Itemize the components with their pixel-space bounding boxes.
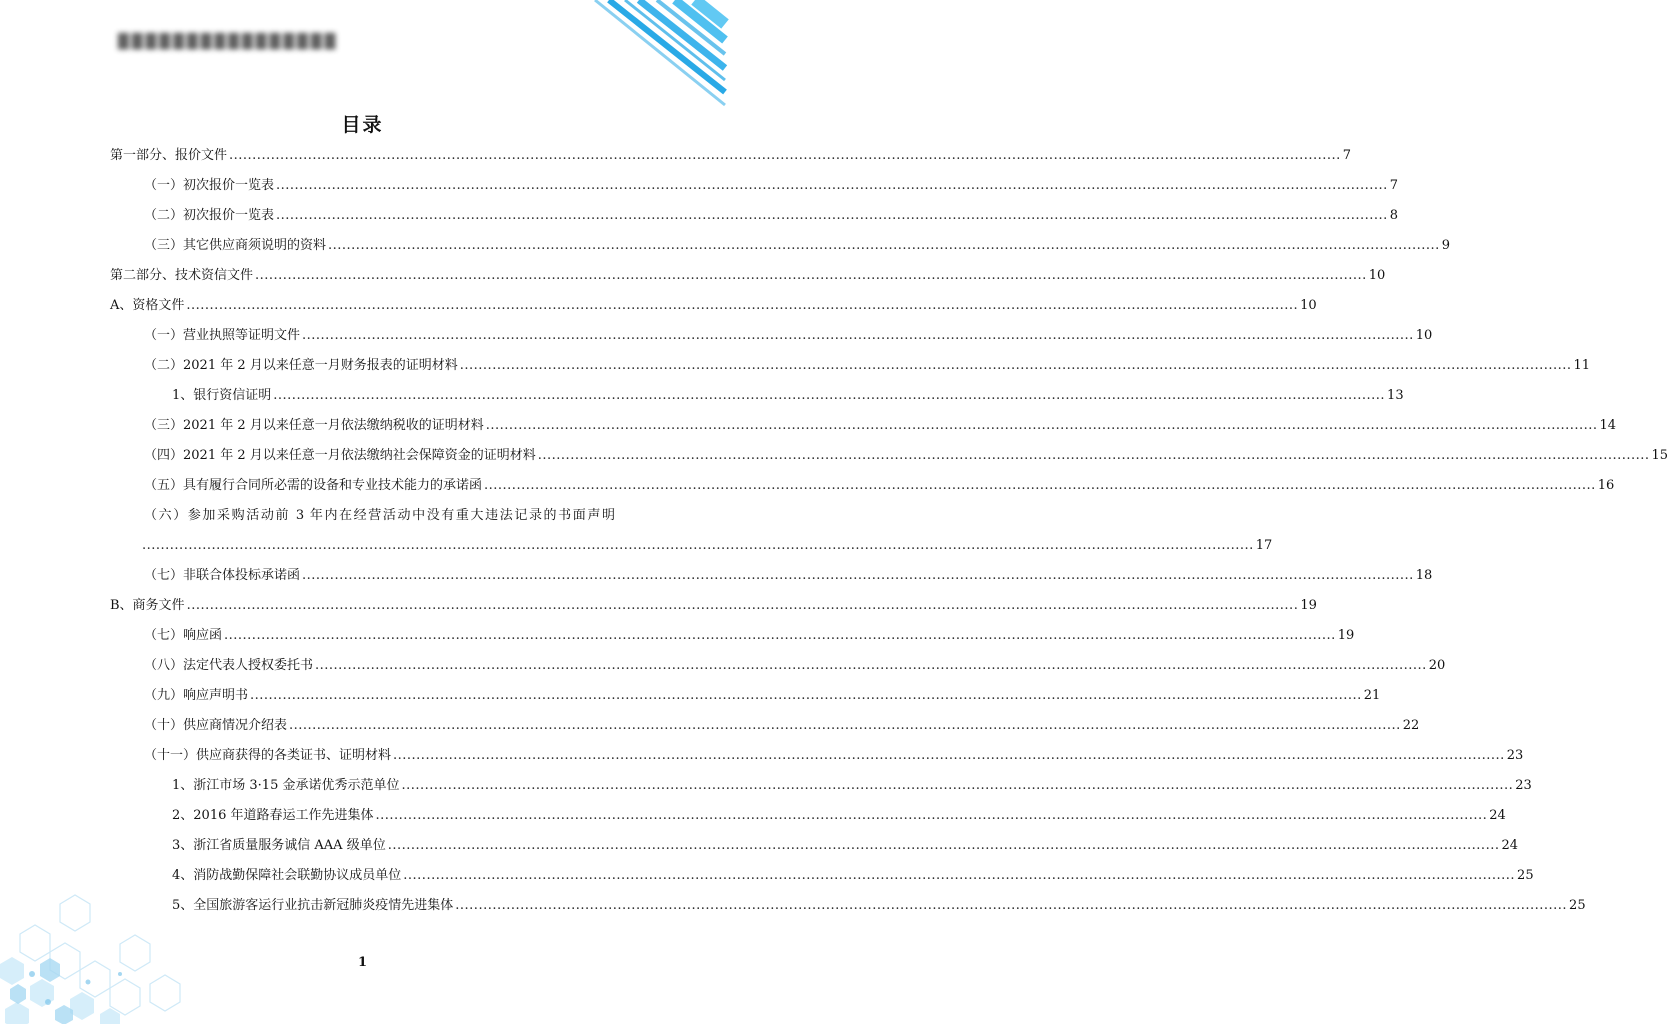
toc-entry-text: （六）参加采购活动前 3 年内在经营活动中没有重大违法记录的书面声明: [144, 508, 615, 523]
toc-entry-page: 11: [1573, 358, 1591, 373]
toc-entry[interactable]: [172, 895, 1586, 917]
toc-entry-page: 14: [1599, 418, 1617, 433]
toc-entry-page: 16: [1597, 478, 1615, 493]
toc-leader-dots: ................................................................................................................................................................................................................................................: [459, 358, 1572, 373]
toc-entry[interactable]: [144, 175, 1399, 197]
toc-leader-dots: ................................................................................................................................................................................................................................................: [276, 208, 1388, 223]
toc-entry-continuation[interactable]: [140, 535, 1273, 557]
toc-entry-text: B、商务文件: [110, 598, 185, 613]
toc-entry[interactable]: [144, 325, 1433, 347]
toc-entry-page: 10: [1300, 298, 1317, 313]
toc-entry-page: 15: [1651, 448, 1668, 463]
toc-entry-text: （七）非联合体投标承诺函: [144, 568, 301, 583]
toc-leader-dots: ................................................................................................................................................................................................................................................: [273, 388, 1386, 403]
toc-leader-dots: ................................................................................................................................................................................................................................................: [250, 688, 1362, 703]
toc-entry-text: （二）初次报价一览表: [144, 208, 275, 223]
toc-leader-dots: ................................................................................................................................................................................................................................................: [255, 268, 1367, 283]
toc-leader-dots: ................................................................................................................................................................................................................................................: [537, 448, 1650, 463]
toc-entry-text: （一）营业执照等证明文件: [144, 328, 301, 343]
toc-entry-page: 18: [1415, 568, 1433, 583]
toc-entry[interactable]: [144, 745, 1524, 767]
toc-entry-text: 第二部分、技术资信文件: [110, 268, 254, 283]
toc-entry[interactable]: [144, 355, 1591, 377]
page-number: 1: [357, 955, 368, 970]
toc-leader-dots: ................................................................................................................................................................................................................................................: [302, 568, 1414, 583]
toc-entry-page: 24: [1489, 808, 1506, 823]
toc-entry[interactable]: [144, 715, 1420, 737]
toc-entry-text: （四）2021 年 2 月以来任意一月依法缴纳社会保障资金的证明材料: [144, 448, 536, 463]
toc-entry-page: 7: [1389, 178, 1399, 193]
toc-leader-dots: ................................................................................................................................................................................................................................................: [224, 628, 1336, 643]
toc-leader-dots: ................................................................................................................................................................................................................................................: [302, 328, 1414, 343]
toc-entry[interactable]: [172, 385, 1404, 407]
toc-entry-text: （七）响应函: [144, 628, 223, 643]
toc-entry-text: （二）2021 年 2 月以来任意一月财务报表的证明材料: [144, 358, 458, 373]
toc-leader-dots: ................................................................................................................................................................................................................................................: [186, 598, 1299, 613]
toc-entry-text: （十）供应商情况介绍表: [144, 718, 288, 733]
toc-entry[interactable]: [144, 655, 1446, 677]
toc-entry[interactable]: [110, 595, 1317, 617]
document-header-redacted: ████████████████: [118, 34, 339, 50]
toc-entry-page: 7: [1342, 148, 1352, 163]
corner-stripes-decoration: [595, 0, 725, 110]
toc-leader-dots: ................................................................................................................................................................................................................................................: [401, 778, 1514, 793]
toc-entry[interactable]: [110, 295, 1317, 317]
toc-entry-text: （十一）供应商获得的各类证书、证明材料: [144, 748, 392, 763]
toc-entry-text: 1、银行资信证明: [172, 388, 272, 403]
toc-entry[interactable]: [144, 415, 1617, 437]
toc-entry-page: 19: [1300, 598, 1317, 613]
toc-leader-dots: ................................................................................................................................................................................................................................................: [186, 298, 1299, 313]
toc-leader-dots: ................................................................................................................................................................................................................................................: [229, 148, 1341, 163]
toc-entry-page: 25: [1517, 868, 1534, 883]
toc-entry[interactable]: [110, 265, 1386, 287]
toc-entry-page: 20: [1428, 658, 1446, 673]
toc-entry-page: 23: [1515, 778, 1532, 793]
toc-entry[interactable]: [110, 145, 1352, 167]
toc-entry-page: 9: [1441, 238, 1451, 253]
toc-entry-text: 4、消防战勤保障社会联勤协议成员单位: [172, 868, 402, 883]
toc-entry-page: 23: [1506, 748, 1524, 763]
toc-entry-page: 24: [1501, 838, 1519, 853]
toc-entry[interactable]: [144, 565, 1433, 587]
toc-leader-dots: ................................................................................................................................................................................................................................................: [315, 658, 1427, 673]
toc-entry[interactable]: [172, 775, 1532, 797]
toc-entry-text: （五）具有履行合同所必需的设备和专业技术能力的承诺函: [144, 478, 483, 493]
toc-entry[interactable]: [144, 475, 1615, 497]
toc-entry-page: 8: [1389, 208, 1399, 223]
toc-entry-page: 10: [1415, 328, 1433, 343]
toc-entry-text: （三）2021 年 2 月以来任意一月依法缴纳税收的证明材料: [144, 418, 484, 433]
toc-entry-page: 22: [1402, 718, 1420, 733]
toc-entry[interactable]: [172, 835, 1519, 857]
toc-leader-dots: ................................................................................................................................................................................................................................................: [484, 478, 1596, 493]
toc-entry-text: （八）法定代表人授权委托书: [144, 658, 314, 673]
toc-entry[interactable]: [172, 865, 1534, 887]
toc-leader-dots: ................................................................................................................................................................................................................................................: [393, 748, 1505, 763]
toc-entry[interactable]: [144, 205, 1399, 227]
toc-entry-text: 3、浙江省质量服务诚信 AAA 级单位: [172, 838, 386, 853]
toc-entry-text: A、资格文件: [110, 298, 185, 313]
toc-leader-dots: ................................................................................................................................................................................................................................................: [289, 718, 1401, 733]
toc-leader-dots: ................................................................................................................................................................................................................................................: [403, 868, 1516, 883]
toc-entry-page: 13: [1387, 388, 1404, 403]
toc-title: 目录: [341, 114, 384, 136]
toc-entry-text: 2、2016 年道路春运工作先进集体: [172, 808, 374, 823]
toc-entry-page: 17: [1255, 538, 1273, 553]
toc-entry-text: （一）初次报价一览表: [144, 178, 275, 193]
toc-entry-text: 5、全国旅游客运行业抗击新冠肺炎疫情先进集体: [172, 898, 454, 913]
toc-leader-dots: ................................................................................................................................................................................................................................................: [375, 808, 1488, 823]
toc-entry[interactable]: [172, 805, 1506, 827]
toc-entry-page: 21: [1363, 688, 1381, 703]
toc-entry[interactable]: [144, 625, 1355, 647]
toc-leader-dots: ................................................................................................................................................................................................................................................: [142, 538, 1254, 553]
toc-entry[interactable]: [144, 445, 1668, 467]
toc-leader-dots: ................................................................................................................................................................................................................................................: [276, 178, 1388, 193]
toc-entry-text: （九）响应声明书: [144, 688, 249, 703]
toc-entry-page: 19: [1337, 628, 1355, 643]
toc-leader-dots: ................................................................................................................................................................................................................................................: [387, 838, 1500, 853]
toc-entry-text: （三）其它供应商须说明的资料: [144, 238, 327, 253]
toc-leader-dots: ................................................................................................................................................................................................................................................: [328, 238, 1440, 253]
toc-leader-dots: ................................................................................................................................................................................................................................................: [455, 898, 1568, 913]
toc-entry-text: 1、浙江市场 3·15 金承诺优秀示范单位: [172, 778, 400, 793]
toc-entry-text: 第一部分、报价文件: [110, 148, 228, 163]
toc-entry-page: 25: [1569, 898, 1586, 913]
toc-entry[interactable]: [144, 505, 615, 527]
toc-leader-dots: ................................................................................................................................................................................................................................................: [485, 418, 1598, 433]
toc-entry-page: 10: [1368, 268, 1386, 283]
toc-entry[interactable]: [144, 685, 1381, 707]
toc-entry[interactable]: [144, 235, 1451, 257]
